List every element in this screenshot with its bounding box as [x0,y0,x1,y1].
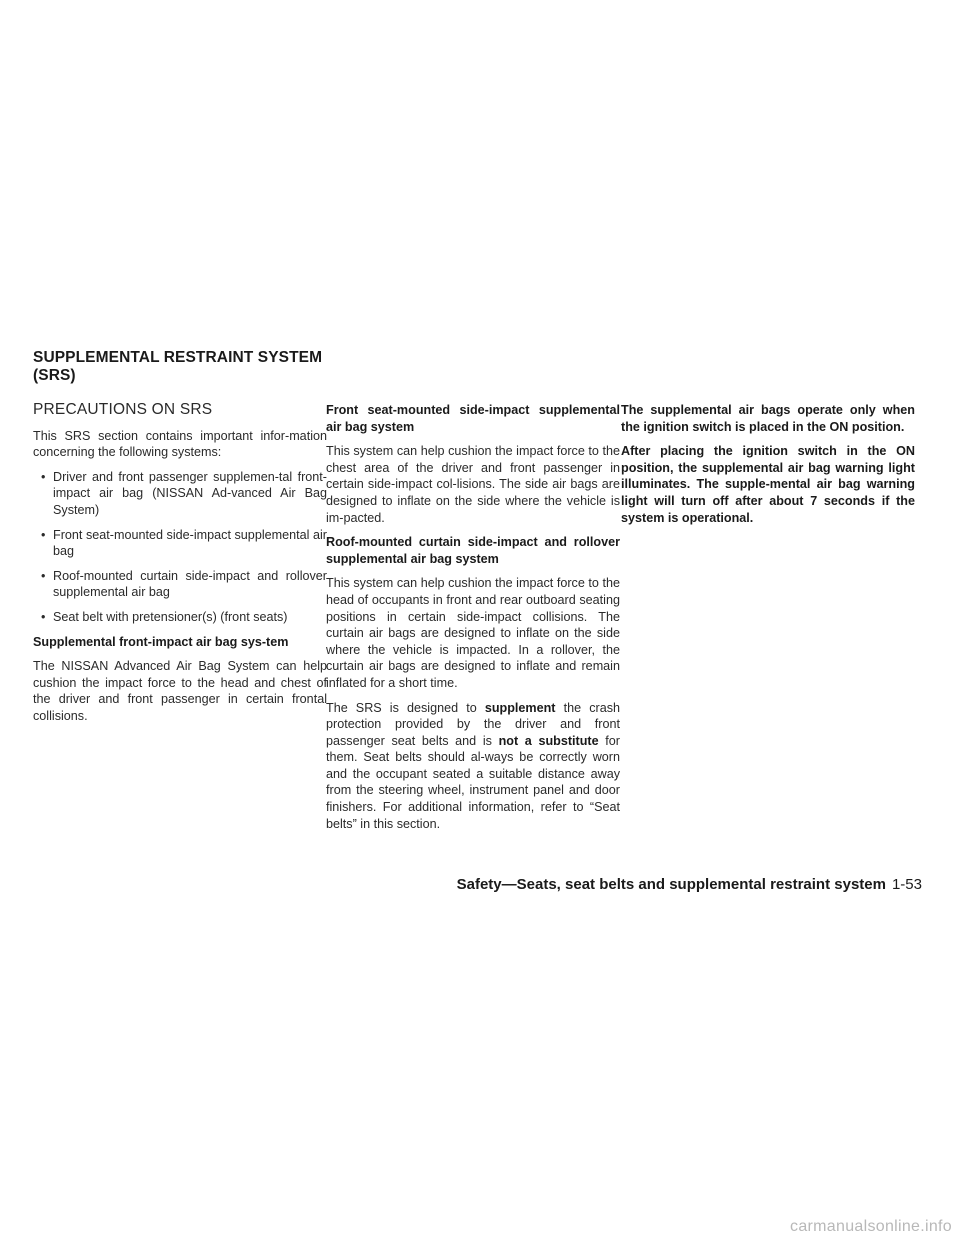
bullet-icon: • [41,527,46,542]
text-run: for them. Seat belts should al-ways be correctly worn and the occupant seated a suitable distance away from the steering wheel, instrument panel and door finishers. For additional information, refer to “Seat belts” in this section. [326,733,620,831]
ignition-warning: The supplemental air bags operate only when the ignition switch is placed in the ON position. [621,403,915,434]
watermark: carmanualsonline.info [790,1218,952,1235]
column-1 [33,402,327,733]
warning-light-note: After placing the ignition switch in the ON position, the supplemental air bag warning light illuminates. The supple-mental air bag warning light will turn off after about 7 seconds if the system is operational. [621,444,915,525]
list-item-text: Roof-mounted curtain side-impact and rollover supplemental air bag [53,568,327,600]
list-item-text: Seat belt with pretensioner(s) (front seats) [53,609,288,624]
emphasis-not-a-substitute: not a substitute [498,733,599,748]
footer-chapter-title: Safety—Seats, seat belts and supplemental restraint system [456,876,886,893]
front-impact-subheading: Supplemental front-impact air bag sys-tem [33,634,289,649]
text-run: the crash protection provided by the driver and front passenger seat belts and is [326,700,620,748]
list-item [33,527,327,560]
front-impact-body: The NISSAN Advanced Air Bag System can help cushion the impact force to the head and chest of the driver and front passenger in certain frontal collisions. [33,659,327,723]
curtain-body: This system can help cushion the impact force to the head of occupants in front and rear outboard seating positions in certain side-impact collisions. The curtain air bags are designed to inflate on the side where the vehicle is impacted. In a rollover, the curtain air bags are designed to inflate and remain inflated for a short time. [326,576,620,690]
bullet-icon: • [41,609,46,624]
list-item-text: Driver and front passenger supplemen-tal front-impact air bag (NISSAN Ad-vanced Air Bag System) [53,469,327,517]
side-impact-subheading: Front seat-mounted side-impact supplemental air bag system [326,403,620,434]
column-2 [326,402,620,840]
emphasis-supplement: supplement [484,700,556,715]
text-run: The SRS is designed to [326,700,485,715]
section-title-line1: SUPPLEMENTAL RESTRAINT SYSTEM [33,349,323,366]
list-item-text: Front seat-mounted side-impact supplemental air bag [53,527,327,559]
curtain-subheading: Roof-mounted curtain side-impact and rollover supplemental air bag system [326,535,620,566]
precautions-heading: PRECAUTIONS ON SRS [33,401,213,418]
intro-paragraph: This SRS section contains important infor-mation concerning the following systems: [33,428,327,460]
list-item [33,609,327,626]
bullet-icon: • [41,568,46,583]
bullet-icon: • [41,469,46,484]
column-3 [621,402,915,534]
systems-list [33,469,327,626]
list-item [33,568,327,601]
page-footer [457,876,922,893]
section-title-line2: (SRS) [33,367,76,384]
list-item [33,469,327,519]
side-impact-body: This system can help cushion the impact force to the chest area of the driver and front passenger in certain side-impact col-lisions. The side air bags are designed to inflate on the side where the vehicle is im-pacted. [326,444,620,525]
supplement-paragraph [326,700,620,833]
section-title [33,349,333,385]
page-number: 1-53 [891,876,922,893]
